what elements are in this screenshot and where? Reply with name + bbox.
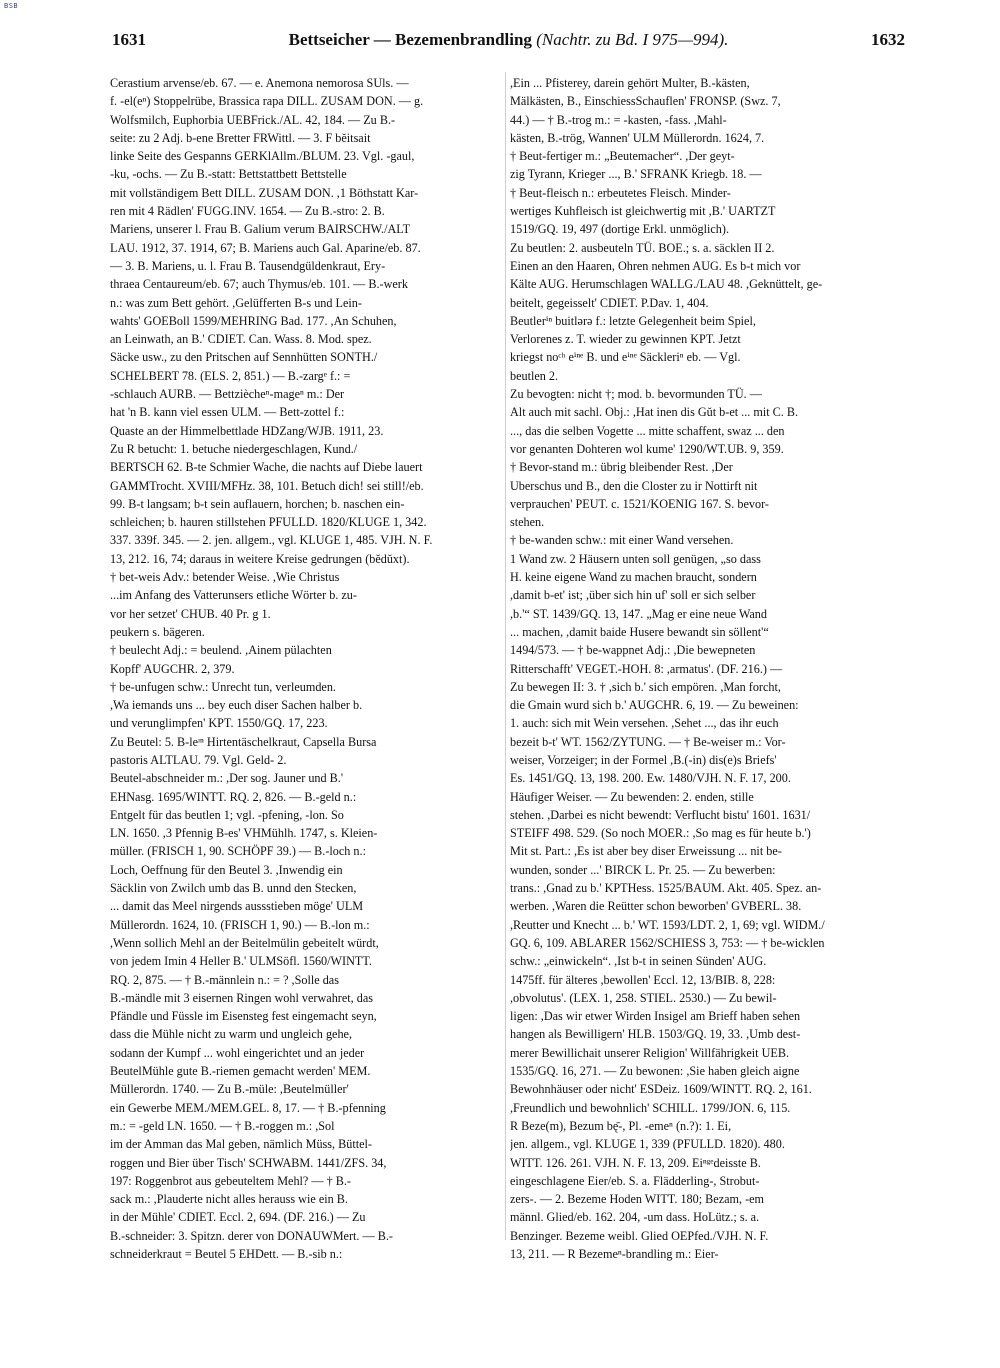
text-line: Zu R betucht: 1. betuche niedergeschlagen, Kund./	[110, 441, 358, 456]
text-line: STEIFF 498. 529. (So noch MOER.: ,So mag es für heute b.')	[510, 826, 811, 841]
text-line: Mälkästen, B., EinschiessSchauflen' FRONSP. (Swz. 7,	[510, 94, 781, 109]
text-line: 13, 211. — R Bezemeⁿ-brandling m.: Eier-	[510, 1247, 719, 1261]
text-line: -ku, -ochs. — Zu B.-statt: Bettstattbett Bettstelle	[110, 167, 347, 182]
text-line: peukern s. bägeren.	[110, 624, 205, 639]
page-header	[112, 30, 905, 56]
text-line: hangen als Bewilligern' HLB. 1503/GQ. 19, 33. ,Umb dest-	[510, 1027, 801, 1042]
text-line: RQ. 2, 875. — † B.-männlein n.: = ? ,Solle das	[110, 972, 339, 987]
text-line: WITT. 126. 261. VJH. N. F. 13, 209. Eiⁿᵍᵉdeisste B.	[510, 1155, 761, 1170]
text-line: LN. 1650. ,3 Pfennig B-es' VHMühlh. 1747, s. Kleien-	[110, 826, 378, 841]
text-line: Alt auch mit sachl. Obj.: ,Hat inen dis Gŭt b-et ... mit C. B.	[510, 405, 799, 420]
text-line: Kälte AUG. Herumschlagen WALLG./LAU 48. ,Geknüttelt, ge-	[510, 277, 823, 292]
text-line: wertiges Kuhfleisch ist gleichwertig mit ,B.' UARTZT	[510, 204, 776, 219]
text-line: R Beze(m), Bezum bę̄-, Pl. -emeⁿ (n.?): 1. Ei,	[510, 1118, 732, 1133]
text-line: bezeit b-t' WT. 1562/ZYTUNG. — † Be-weiser m.: Vor-	[510, 734, 786, 749]
text-line: 1475ff. für älteres ,bewollen' Eccl. 12, 13/BIB. 8, 228:	[510, 972, 776, 987]
text-line: 1519/GQ. 19, 497 (dortige Erkl. unmöglich).	[510, 222, 730, 237]
text-line: † be-wanden schw.: mit einer Wand versehen.	[510, 533, 734, 548]
text-line: thraea Centaureum/eb. 67; auch Thymus/eb. 101. — B.-werk	[110, 277, 408, 292]
page-number-left: 1631	[112, 30, 146, 49]
text-line: 99. B-t langsam; b-t sein auflauern, horchen; b. naschen ein-	[110, 496, 405, 511]
text-line: Müllerordn. 1624, 10. (FRISCH 1, 90.) — B.-lon m.:	[110, 917, 370, 932]
text-line: Kopff' AUGCHR. 2, 379.	[110, 661, 235, 676]
text-line: Quaste an der Himmelbettlade HDZang/WJB. 1911, 23.	[110, 423, 384, 438]
text-line: ,Wa iemands uns ... bey euch diser Sachen halber b.	[110, 698, 363, 713]
text-line: Müllerordn. 1740. — Zu B.-müle: ,Beutelmüller'	[110, 1082, 349, 1097]
text-line: † bet-weis Adv.: betender Weise. ,Wie Christus	[110, 570, 340, 585]
text-line: müller. (FRISCH 1, 90. SCHÖPF 39.) — B.-loch n.:	[110, 844, 366, 859]
text-line: seite: zu 2 Adj. b-ene Bretter FRWittl. — 3. F bĕitsait	[110, 130, 371, 145]
text-line: Pfändle und Füssle im Eisensteg fest eingemacht seyn,	[110, 1009, 377, 1024]
text-line: Beutlerⁱⁿ buitlərə f.: letzte Gelegenheit beim Spiel,	[510, 313, 756, 328]
library-mark: BSB	[4, 2, 19, 10]
text-line: kriegst noᶜʰ eⁱⁿᵉ B. und eⁱⁿᵉ Säckleriⁿ eb. — Vgl.	[510, 350, 741, 365]
text-line: mit vollständigem Bett DILL. ZUSAM DON. ,1 Böthstatt Kar-	[110, 185, 419, 200]
text-line: vor her setzet' CHUB. 40 Pr. g 1.	[110, 606, 271, 621]
text-line: wunden, sonder ...' BIRCK L. Pr. 25. — Zu bewerben:	[510, 862, 776, 877]
text-line: Beutel-abschneider m.: ,Der sog. Jauner und B.'	[110, 771, 344, 786]
text-line: Es. 1451/GQ. 13, 198. 200. Ew. 1480/VJH. N. F. 17, 200.	[510, 771, 791, 786]
running-title	[289, 30, 729, 50]
text-line: vor genanten Dohteren wol kume' 1290/WT.UB. 9, 359.	[510, 441, 784, 456]
text-line: — 3. B. Mariens, u. l. Frau B. Tausendgüldenkraut, Ery-	[110, 258, 386, 273]
text-line: BeutelMühle gute B.-riemen gemacht werden' MEM.	[110, 1064, 371, 1079]
text-line: schw.: „einwickeln“. ,Ist b-t in seinen Sünden' AUG.	[510, 954, 767, 969]
text-line: 197: Roggenbrot aus gebeuteltem Mehl? — † B.-	[110, 1173, 351, 1188]
text-line: ,Ein ... Pfisterey, darein gehört Multer, B.-kästen,	[510, 76, 750, 90]
text-line: ,Freundlich und bewohnlich' SCHILL. 1799/JON. 6, 115.	[510, 1100, 791, 1115]
text-line: 1494/573. — † be-wappnet Adj.: ,Die bewepneten	[510, 643, 756, 658]
text-line: ligen: ,Das wir etwer Wirden Insigel am Brieff haben sehen	[510, 1009, 801, 1024]
text-line: 1. auch: sich mit Wein versehen. ,Sehet ..., das ihr euch	[510, 716, 779, 731]
text-line: Zu Beutel: 5. B-leᶦⁿ Hirtentäschelkraut, Capsella Bursa	[110, 734, 377, 749]
text-line: ,Wenn sollich Mehl an der Beitelmülin gebeitelt würdt,	[110, 935, 379, 950]
running-title-note: (Nachtr. zu Bd. I 975—994).	[536, 30, 729, 49]
text-line: Zu bewegen II: 3. † ,sich b.' sich empören. ,Man forcht,	[510, 679, 781, 694]
text-line: † Bevor-stand m.: übrig bleibender Rest. ,Der	[510, 460, 733, 475]
text-line: Loch, Oeffnung für den Beutel 3. ,Inwendig ein	[110, 862, 343, 877]
text-line: schleichen; b. hauren stillstehen PFULLD. 1820/KLUGE 1, 342.	[110, 515, 427, 530]
text-line: im der Amman das Mal geben, nämlich Müss, Büttel-	[110, 1137, 372, 1152]
text-line: ... machen, ,damit baide Husere bewandt sin söllent'“	[510, 624, 769, 639]
text-line: schneiderkraut = Beutel 5 EHDett. — B.-sib n.:	[110, 1247, 343, 1261]
text-line: Entgelt für das beutlen 1; vgl. -pfening, -lon. So	[110, 807, 344, 822]
text-line: weiser, Vorzeiger; in der Formel ,B.(-in) dis(e)s Briefs'	[510, 752, 777, 767]
text-line: Wolfsmilch, Euphorbia UEBFrick./AL. 42, 184. — Zu B.-	[110, 112, 396, 127]
text-line: ..., das die selben Vogette ... mitte schaffent, swaz ... den	[510, 423, 785, 438]
text-line: an Leinwath, an B.' CDIET. Can. Wass. 8. Mod. spez.	[110, 332, 372, 347]
text-line: dass die Mühle nicht zu warm und ungleich gehe,	[110, 1027, 352, 1042]
text-line: † Beut-fleisch n.: erbeutetes Fleisch. Minder-	[510, 185, 731, 200]
text-line: 13, 212. 16, 74; daraus in weitere Kreise gedrungen (bĕdŭxt).	[110, 551, 410, 566]
text-line: und verunglimpfen' KPT. 1550/GQ. 17, 223.	[110, 716, 328, 731]
text-line: f. -el(eⁿ) Stoppelrübe, Brassica rapa DILL. ZUSAM DON. — g.	[110, 94, 424, 109]
text-line: von jedem Imin 4 Heller B.' ULMSöfl. 1560/WINTT.	[110, 954, 372, 969]
text-line: stehen. ,Darbei es nicht bewendt: Verflucht bistu' 1601. 1631/	[510, 807, 811, 822]
text-line: ,Reutter und Knecht ... b.' WT. 1593/LDT. 2, 1, 69; vgl. WIDM./	[510, 917, 825, 932]
text-line: pastoris ALTLAU. 79. Vgl. Geld- 2.	[110, 752, 287, 767]
text-line: sodann der Kumpf ... wohl eingerichtet und an jeder	[110, 1045, 365, 1060]
text-line: Mariens, unserer l. Frau B. Galium verum BAIRSCHW./ALT	[110, 222, 411, 237]
text-line: merer Bewillichait unserer Religion' Willfährigkeit UEB.	[510, 1045, 790, 1060]
text-line: ...im Anfang des Vatterunsers etliche Wörter b. zu-	[110, 588, 357, 603]
text-line: Uberschus und B., den die Closter zu ir Nottirft nit	[510, 478, 758, 493]
text-line: hat 'n B. kann viel essen ULM. — Bett-zottel f.:	[110, 405, 345, 420]
text-line: Benzinger. Bezeme weibl. Glied OEPfed./VJH. N. F.	[510, 1228, 769, 1243]
text-line: beutlen 2.	[510, 368, 559, 383]
text-line: SCHELBERT 78. (ELS. 2, 851.) — B.-zargᵉ f.: =	[110, 368, 351, 383]
running-title-headwords: Bettseicher — Bezemenbrandling	[288, 30, 532, 49]
text-line: Bewohnhäuser oder nicht' ESDeiz. 1609/WINTT. RQ. 2, 161.	[510, 1082, 812, 1097]
text-line: zers-. — 2. Bezeme Hoden WITT. 180; Bezam, -em	[510, 1192, 765, 1207]
text-line: Ritterschafft' VEGET.-HOH. 8: ,armatus'. (DF. 216.) —	[510, 661, 783, 676]
text-line: † Beut-fertiger m.: „Beutemacher“. ,Der geyt-	[510, 149, 735, 164]
text-line: EHNasg. 1695/WINTT. RQ. 2, 826. — B.-geld n.:	[110, 789, 357, 804]
text-line: verprauchen' PEUT. c. 1521/KOENIG 167. S. bevor-	[510, 496, 769, 511]
text-line: werben. ,Waren die Reütter schon beworben' GVBERL. 38.	[510, 899, 802, 914]
text-line: H. keine eigene Wand zu machen braucht, sondern	[510, 570, 757, 585]
text-line: B.-schneider: 3. Spitzn. derer von DONAUWMert. — B.-	[110, 1228, 393, 1243]
right-column	[510, 74, 902, 1263]
text-line: -schlauch AURB. — Bettziècheⁿ-mageⁿ m.: Der	[110, 387, 345, 402]
text-line: Säcke usw., zu den Pritschen auf Sennhütten SONTH./	[110, 350, 378, 365]
text-line: 1535/GQ. 16, 271. — Zu bewonen: ,Sie haben gleich aigne	[510, 1064, 800, 1079]
text-line: ... damit das Meel nirgends aussstieben möge' ULM	[110, 899, 364, 914]
left-column	[110, 74, 501, 1263]
text-line: BERTSCH 62. B-te Schmier Wache, die nachts auf Diebe lauert	[110, 460, 423, 475]
text-line: † beulecht Adj.: = beulend. ,Ainem pülachten	[110, 643, 332, 658]
text-line: zig Tyrann, Krieger ..., B.' SFRANK Kriegb. 18. —	[510, 167, 762, 182]
text-line: Häufiger Weiser. — Zu bewenden: 2. enden, stille	[510, 789, 754, 804]
text-line: 337. 339f. 345. — 2. jen. allgem., vgl. KLUGE 1, 485. VJH. N. F.	[110, 533, 433, 548]
text-line: ren mit 4 Rädlen' FUGG.INV. 1654. — Zu B.-stro: 2. B.	[110, 204, 385, 219]
text-line: in der Mühle' CDIET. Eccl. 2, 694. (DF. 216.) — Zu	[110, 1210, 366, 1225]
text-line: roggen und Bier über Tisch' SCHWABM. 1441/ZFS. 34,	[110, 1155, 387, 1170]
text-line: 44.) — † B.-trog m.: = -kasten, -fass. ,Mahl-	[510, 112, 727, 127]
text-line: ,obvolutus'. (LEX. 1, 258. STIEL. 2530.) — Zu bewil-	[510, 990, 777, 1005]
text-line: eingeschlagene Eier/eb. S. a. Flädderling-, Strobut-	[510, 1173, 760, 1188]
text-line: Einen an den Haaren, Ohren nehmen AUG. Es b-t mich vor	[510, 258, 801, 273]
text-line: wahts' GOEBoll 1599/MEHRING Bad. 177. ,An Schuhen,	[110, 313, 397, 328]
text-line: kästen, B.-trög, Wannen' ULM Müllerordn. 1624, 7.	[510, 130, 765, 145]
text-line: sack m.: ,Plauderte nicht alles herauss wie ein B.	[110, 1192, 348, 1207]
text-line: trans.: ,Gnad zu b.' KPTHess. 1525/BAUM. Akt. 405. Spez. an-	[510, 881, 822, 896]
text-line: Zu bevogten: nicht †; mod. b. bevormunden TÜ. —	[510, 387, 762, 402]
text-line: jen. allgem., vgl. KLUGE 1, 339 (PFULLD. 1820). 480.	[510, 1137, 785, 1152]
text-line: beitelt, gegeisselt' CDIET. P.Dav. 1, 404.	[510, 295, 709, 310]
text-line: LAU. 1912, 37. 1914, 67; B. Mariens auch Gal. Aparine/eb. 87.	[110, 240, 421, 255]
text-line: linke Seite des Gespanns GERKlAllm./BLUM. 23. Vgl. -gaul,	[110, 149, 415, 164]
text-line: GAMMTrocht. XVIII/MFHz. 38, 101. Betuch dich! sei still!/eb.	[110, 478, 424, 493]
text-line: Mit st. Part.: ,Es ist aber bey diser Erweissung ... nit be-	[510, 844, 782, 859]
column-divider	[505, 72, 506, 1240]
text-line: m.: = -geld LN. 1650. — † B.-roggen m.: ,Sol	[110, 1118, 335, 1133]
text-line: männl. Glied/eb. 162. 204, -um dass. HoLütz.; s. a.	[510, 1210, 760, 1225]
text-line: ,damit b-et' ist; ,über sich hin uf' soll er sich selber	[510, 588, 756, 603]
text-line: Zu beutlen: 2. ausbeuteln TÜ. BOE.; s. a. säcklen II 2.	[510, 240, 775, 255]
text-line: Cerastium arvense/eb. 67. — e. Anemona nemorosa SUls. —	[110, 76, 409, 90]
text-line: ,b.'“ ST. 1439/GQ. 13, 147. „Mag er eine neue Wand	[510, 606, 767, 621]
text-line: die Gmain wurd sich b.' AUGCHR. 6, 19. — Zu beweinen:	[510, 698, 799, 713]
text-line: 1 Wand zw. 2 Häusern unten soll genügen, „so dass	[510, 551, 761, 566]
text-line: stehen.	[510, 515, 545, 530]
text-line: ein Gewerbe MEM./MEM.GEL. 8, 17. — † B.-pfenning	[110, 1100, 386, 1115]
text-line: B.-mändle mit 3 eisernen Ringen wohl verwahret, das	[110, 990, 373, 1005]
text-line: Verlorenes z. T. wieder zu gewinnen KPT. Jetzt	[510, 332, 741, 347]
page-number-right: 1632	[871, 30, 905, 49]
text-line: GQ. 6, 109. ABLARER 1562/SCHIESS 3, 753: — † be-wicklen	[510, 935, 825, 950]
text-line: Säcklin von Zwilch umb das B. unnd den Stecken,	[110, 881, 357, 896]
text-line: † be-unfugen schw.: Unrecht tun, verleumden.	[110, 679, 336, 694]
text-line: n.: was zum Bett gehört. ,Gelüfferten B-s und Lein-	[110, 295, 362, 310]
